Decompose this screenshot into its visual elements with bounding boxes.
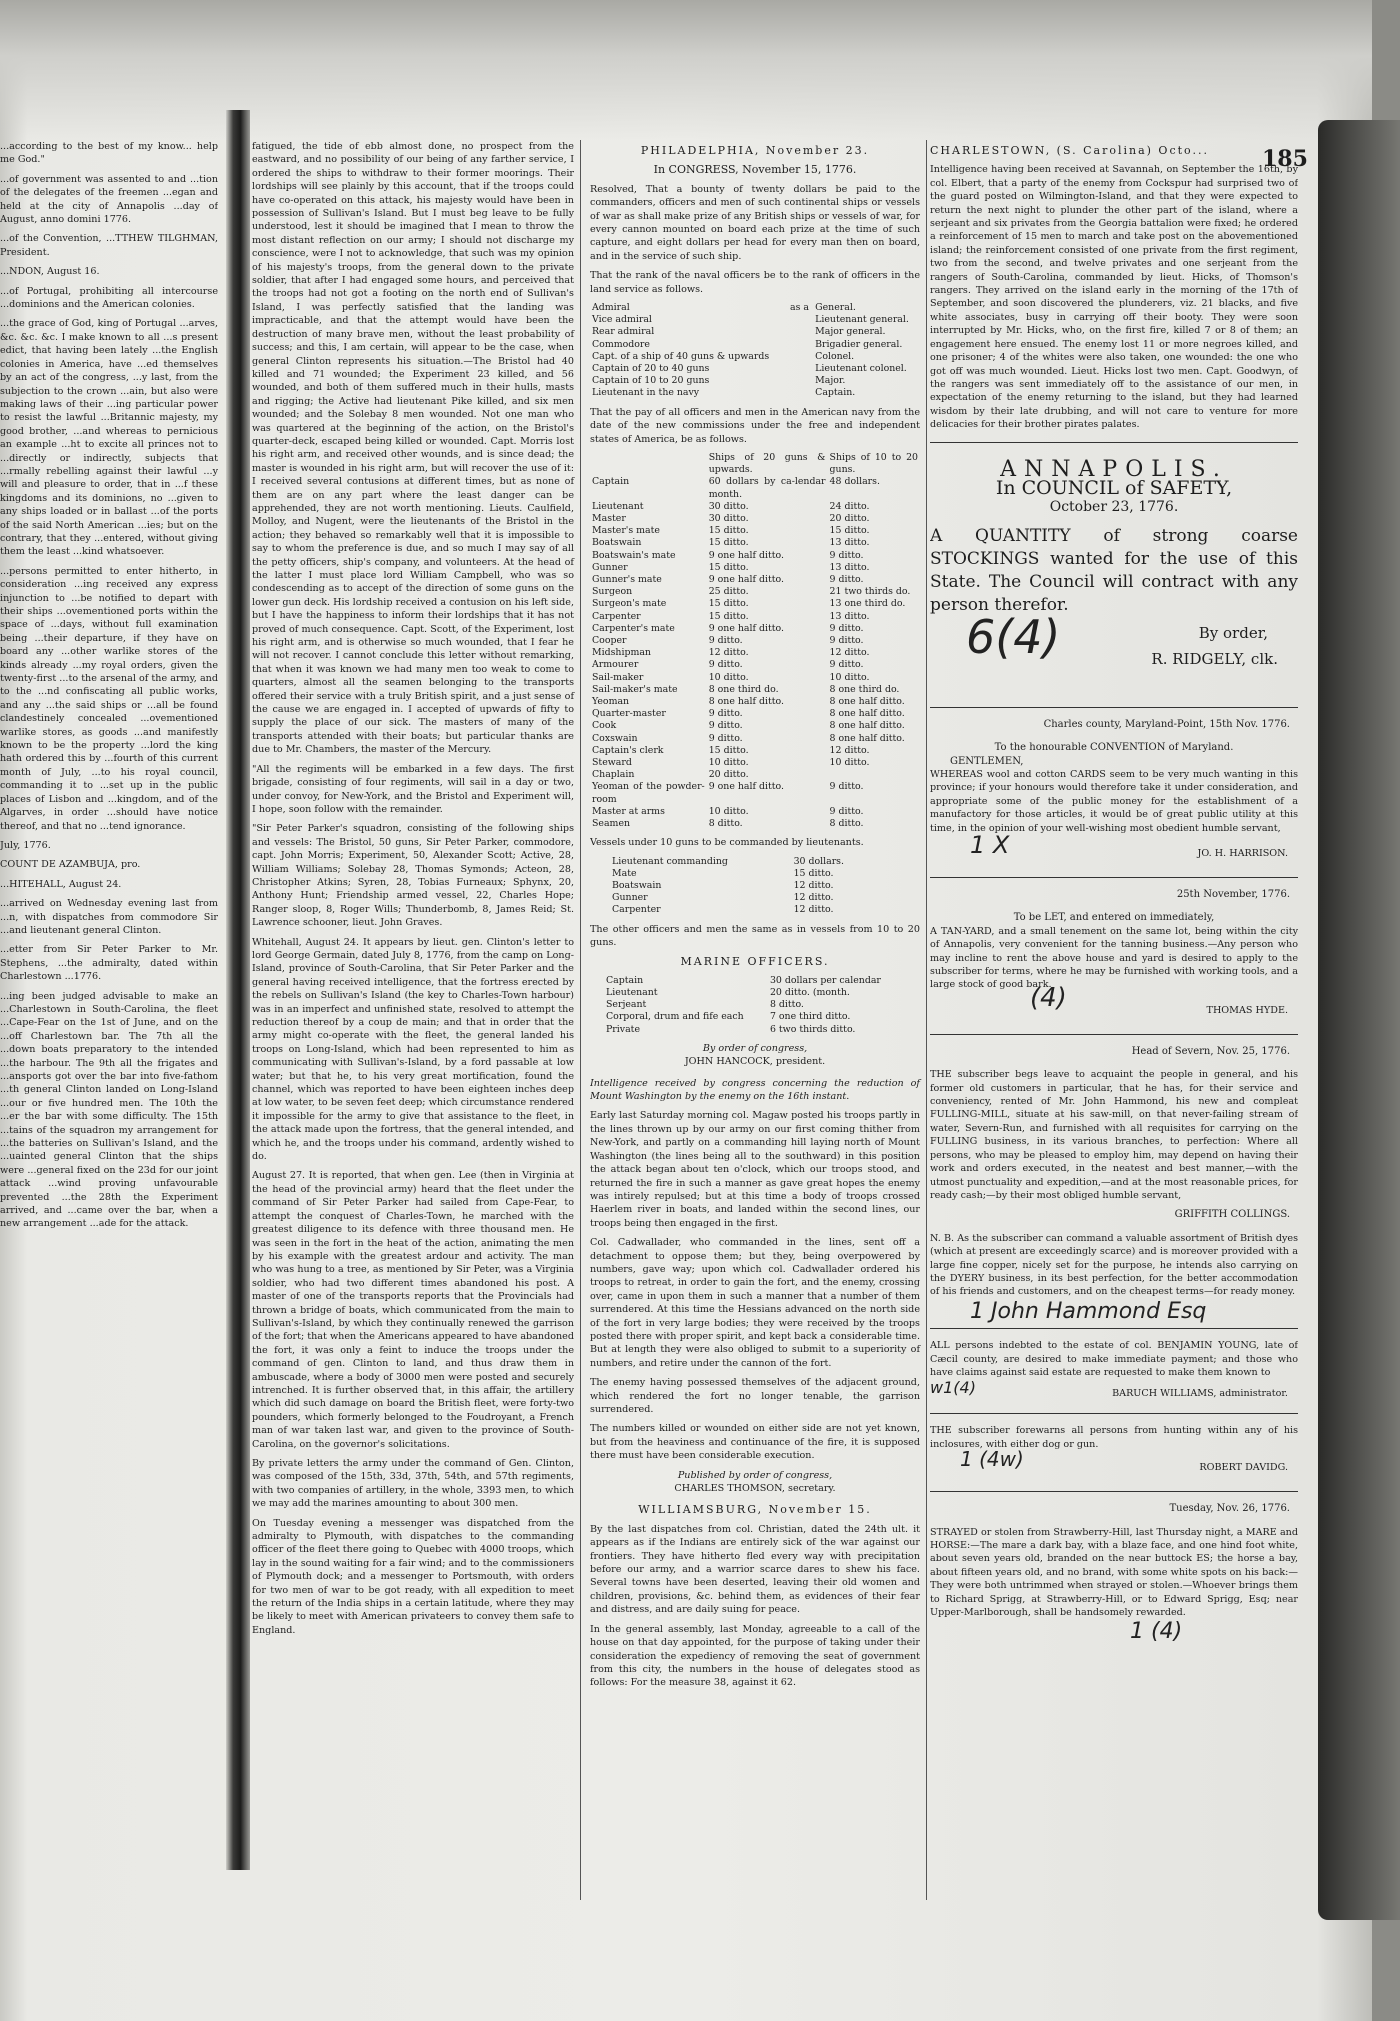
harrison-salutation: GENTLEMEN, (950, 755, 1024, 767)
rank-cell: Colonel. (815, 350, 855, 362)
pay-cell: Yeoman of the powder-room (592, 781, 705, 805)
rank-cell (788, 351, 813, 363)
strayed-body: STRAYED or stolen from Strawberry-Hill, last Thursday night, a MARE and HORSE:—The mare a dark bay, with a blaze face, and one hind foot white, about seven years old, branded on the near buttock ES; the horse a bay, about fifteen years old, and no brand, with some white spots on his back:—They were both untrimmed when strayed or stolen.—Whoever brings them to Richard Sprigg, at Strawberry-Hill, or to Edward Sprigg, Esq; near Upper-Marlborough, shall be handsomely rewarded. (930, 1526, 1298, 1619)
col1-paragraph: COUNT DE AZAMBUJA, pro. (0, 859, 141, 871)
pay-cell: 9 ditto. (708, 732, 743, 744)
small-vessel-row (610, 892, 874, 904)
marine-row-cell: 8 ditto. (769, 999, 804, 1011)
thomson-signature: CHARLES THOMSON, secretary. (674, 1483, 836, 1495)
pay-row (590, 635, 920, 647)
pay-cell: 30 ditto. (708, 512, 749, 524)
hancock-signature: JOHN HANCOCK, president. (684, 1056, 826, 1068)
pay-row (590, 476, 920, 500)
pay-row (590, 806, 920, 818)
marine-row-cell: Lieutenant (606, 987, 658, 999)
intelligence-heading: Intelligence received by congress concerning the reduction of Mount Washington by the enemy on the 16th instant. (590, 1077, 920, 1103)
tanyard-body: A TAN-YARD, and a small tenement on the same lot, being within the city of Annapolis, very convenient for the tanning business.—Any person who may incline to rent the above house and yard is desired to apply to the subscriber for terms, where he may be furnished with working tools, and a large stock of good bark. (930, 925, 1298, 991)
collings-nb: N. B. As the subscriber can command a valuable assortment of British dyes (which at present are exceedingly scarce) and is moreover provided with a large fine copper, nicely set for the purpose, he intends also carrying on the DYERY business, in its best perfection, for the better accommodation of his friends and customers, and on the cheapest terms—for ready money. (930, 1232, 1298, 1298)
pay-cell: 10 ditto. (708, 671, 749, 683)
pay-cell: 12 ditto. (708, 647, 749, 659)
pay-cell: 25 ditto. (708, 586, 749, 598)
col1-paragraph: ...according to the best of my know... help me God." (0, 141, 218, 166)
pay-cell: Surgeon (592, 586, 633, 598)
rank-intro: That the rank of the naval officers be to the rank of officers in the land service as follows. (590, 270, 920, 295)
pay-cell: 15 ditto. (708, 561, 749, 573)
pay-cell: 30 ditto. (708, 500, 749, 512)
stockings-ad: A QUANTITY of strong coarse STOCKINGS wanted for the use of this State. The Council will contract with any person therefor. (930, 525, 1298, 615)
pay-cell: 9 ditto. (829, 805, 864, 817)
pay-cell: Steward (592, 756, 632, 768)
rank-row (590, 314, 920, 326)
published-by-order: Published by order of congress, (677, 1469, 833, 1481)
pay-cell: Chaplain (592, 769, 635, 781)
tanyard-intro: To be LET, and entered on immediately, (1013, 912, 1215, 924)
young-estate-body: ALL persons indebted to the estate of col. BENJAMIN YOUNG, late of Cæcil county, are desired to make immediate payment; and those who have claims against said estate are requested to make them known to (930, 1340, 1298, 1378)
rank-cell: Brigadier general. (815, 338, 903, 350)
rank-row (590, 326, 920, 338)
pay-cell: 21 two thirds do. (829, 586, 911, 598)
page-gutter (226, 110, 250, 1870)
pay-cell: 9 ditto. (829, 659, 864, 671)
pay-row (590, 696, 920, 708)
pay-cell: Armourer (592, 659, 639, 671)
williamsburg-body-2: In the general assembly, last Monday, agreeable to a call of the house on that day appointed, for the purpose of taking under their consideration the expediency of removing the seat of government from this city, the numbers in the house of delegates stood as follows: For the measure 38, against it 62. (590, 1623, 920, 1689)
col2-paragraph: "All the regiments will be embarked in a few days. The first brigade, consisting of four regiments, will sail in a day or two, under convoy, for New-York, and the Bristol and Experiment will, I hope, soon follow with the remainder. (252, 763, 574, 815)
hammond-handwritten-mark: 1 John Hammond Esq (970, 1298, 1207, 1324)
rank-cell: Lieutenant colonel. (815, 363, 907, 375)
pay-cell: Gunner's mate (592, 573, 662, 585)
page-shadow (0, 0, 1372, 140)
pay-cell: 8 one half ditto. (829, 720, 905, 732)
intelligence-body-4: The numbers killed or wounded on either side are not yet known, but from the heaviness and continuance of the fire, it is supposed there must have been considerable execution. (590, 1423, 920, 1462)
pay-cell: 9 ditto. (829, 781, 864, 793)
rank-table (590, 302, 920, 400)
pay-cell (828, 769, 920, 781)
column-2 (252, 140, 581, 1900)
pay-cell: 60 dollars by ca-lendar month. (708, 476, 826, 500)
pay-row (590, 781, 920, 805)
council-date: October 23, 1776. (1049, 499, 1179, 516)
pay-cell: 10 ditto. (829, 756, 870, 768)
pay-cell: Carpenter's mate (592, 622, 675, 634)
pay-cell: 9 ditto. (829, 622, 864, 634)
rank-row (590, 351, 920, 363)
pay-cell: Boatswain (592, 537, 642, 549)
pay-cell: 13 ditto. (829, 561, 870, 573)
pay-cell: 9 ditto. (829, 634, 864, 646)
pay-row (590, 513, 920, 525)
pay-cell: 9 ditto. (829, 549, 864, 561)
strayed-date: Tuesday, Nov. 26, 1776. (1169, 1503, 1290, 1515)
rank-cell: Captain of 20 to 40 guns (592, 363, 710, 375)
pay-header-small: Ships of 10 to 20 guns. (829, 451, 918, 476)
charlestown-body: Intelligence having been received at Savannah, on September the 16th, by col. Elbert, that a party of the enemy from Cockspur had surprised two of the guard posted on Wilmington-Island, and that they were expected to return the next night to plunder the other part of the island, where a serjeant and six privates from the Georgia battalion were fixed; he ordered a reinforcement of 15 men to march and take post on the abovementioned island; the reinforcement consisted of one private from the first regiment, two from the second, and twelve privates and one serjeant from the rangers of South-Carolina, commanded by lieut. Hicks, of Thomson's rangers. They arrived on the island early in the morning of the 17th of September, and soon discovered the plunderers, viz. 21 blacks, and five white associates, busy in carrying off their booty. They were soon interrupted by Mr. Hicks, who, on the first fire, killed 7 or 8 of them; an engagement here ensued. The enemy lost 11 or more negroes killed, and one prisoner; 4 of the whites were also taken, one wounded: the one who got off was much wounded. Lieut. Hicks lost two men. Capt. Goodwyn, of the rangers was sent immediately off to the assistance of our men, in expectation of the enemy returning to the island, but they had learned wisdom by their late drubbing, and will not care to venture for more delicacies for their brother pirates palates. (930, 164, 1298, 431)
pay-cell: 8 one half ditto. (829, 695, 905, 707)
small-vessel-row-cell: 12 ditto. (793, 880, 834, 892)
pay-cell: 48 dollars. (829, 476, 880, 488)
pay-cell: 15 ditto. (708, 598, 749, 610)
col2-paragraph: By private letters the army under the command of Gen. Clinton, was composed of the 15th, 33d, 37th, 54th, and 57th regiments, with two companies of artillery, in the whole, 3393 men, to which we may add the marines amounting to about 300 men. (252, 1458, 574, 1510)
small-vessel-row-cell: Boatswain (612, 880, 662, 892)
pay-cell: 8 one third do. (708, 683, 779, 695)
pay-cell: 9 one half ditto. (708, 622, 784, 634)
column-3 (590, 140, 927, 1900)
col1-paragraph: ...ing been judged advisable to make an ...Charlestown in South-Carolina, the fleet ...Cape-Fear on the 1st of June, and on the ...off Charlestown bar. The 7th all the ...down boats preparatory to the intended ...the harbour. The 9th all the frigates and ...ansports got over the bar into five-fathom ...th general Clinton landed on Long-Island ...our or five hundred men. The 10th the ...er the bar with some difficulty. The 15th ...tains of the squadron my arrangement for ...the batteries on Sullivan's Island, and the ...uainted general Clinton that the ships were ...general fixed on the 23d for our joint attack ...wind proving unfavourable prevented ...the 28th the Experiment arrived, and ...came over the bar, when a new arrangement ...ade for the attack. (0, 990, 218, 1230)
rank-cell (788, 363, 813, 375)
pay-intro: That the pay of all officers and men in the American navy from the date of the new commissions under the free and independent states of America, be as follows. (590, 406, 920, 445)
col1-paragraph: July, 1776. (0, 839, 51, 851)
tanyard-handwritten-mark: (4) (1030, 982, 1067, 1013)
pay-cell: 9 ditto. (708, 708, 743, 720)
rank-cell: as a (790, 302, 809, 314)
congress-heading: In CONGRESS, November 15, 1776. (653, 163, 857, 177)
pay-row (590, 733, 920, 745)
pay-row (590, 757, 920, 769)
divider (930, 707, 1298, 708)
pay-cell: Captain (592, 476, 630, 488)
pay-cell: 9 one half ditto. (708, 549, 784, 561)
col2-paragraph: On Tuesday evening a messenger was dispatched from the admiralty to Plymouth, with dispatches to the commanding officer of the fleet there going to Quebec with 4000 troops, which lay in the sound waiting for a fair wind; and to the commissioners of Plymouth dock; and a messenger to Portsmouth, with orders for two men of war to be got ready, with all expedition to meet the return of the India ships in a certain latitude, where they may be likely to meet with American privateers to convey them safe to England. (252, 1517, 574, 1636)
pay-cell: Cooper (592, 634, 627, 646)
pay-cell: Yeoman (592, 695, 630, 707)
small-vessel-row-cell: 12 ditto. (793, 892, 834, 904)
divider (930, 877, 1298, 878)
pay-cell: Quarter-master (592, 708, 666, 720)
severn-date: Head of Severn, Nov. 25, 1776. (1131, 1045, 1290, 1057)
council-heading: In COUNCIL of SAFETY, (995, 476, 1233, 499)
pay-cell: 9 ditto. (708, 634, 743, 646)
pay-cell: 8 ditto. (708, 818, 743, 829)
rank-cell: Rear admiral (592, 326, 655, 338)
rank-row (590, 363, 920, 375)
rank-cell: Capt. of a ship of 40 guns & upwards (592, 350, 770, 362)
col1-paragraph: ...persons permitted to enter hitherto, in consideration ...ing received any express injunction to ...be notified to depart with their ships ...ovementioned ports within the space of ...days, without full examination being ...their departure, if they have on board any ...other warlike stores of the kinds already ...my royal orders, given the twenty-first ...to the arsenal of the army, and to the ...nd confiscating all public works, and any ...the said ships or ...all be found clandestinely concealed ...ovementioned warlike stores, as goods ...and manifestly known to be the property ...lord the king hath ordered this by ...fourth of this current month of July, ...to his royal council, commanding it to ...set up in the public places of Lisbon and ...kingdom, and of the Algarves, in order ...should have notice thereof, and that no ...tend ignorance. (0, 565, 218, 832)
harrison-address: To the honourable CONVENTION of Maryland. (994, 742, 1234, 754)
pay-row (590, 672, 920, 684)
small-vessel-row (610, 868, 874, 880)
small-vessel-row-cell: Mate (612, 867, 637, 879)
pay-row (590, 501, 920, 513)
small-vessel-row-cell: Gunner (612, 892, 648, 904)
small-vessel-row-cell: 30 dollars. (793, 855, 844, 867)
rank-cell: Commodore (592, 338, 650, 350)
rank-cell: Captain. (815, 387, 856, 399)
marine-row (604, 999, 901, 1011)
divider (930, 1413, 1298, 1414)
col2-paragraph: August 27. It is reported, that when gen. Lee (then in Virginia at the head of the provincial army) heard that the fleet under the command of Sir Peter Parker had sailed from Cape-Fear, to attempt the conquest of Charles-Town, he marched with the greatest diligence to its defence with three thousand men. He was seen in the fort in the heat of the action, animating the men by his example with the greatest ardour and activity. The man who was hung to a tree, as mentioned by Sir Peter, was a Virginia soldier, who had two different times abandoned his post. A master of one of the transports reports that the Provincials had thrown a bridge of boats, which communicated from the main to Sullivan's-Island, by which they continually renewed the garrison of the fort; that when the Americans appeared to have abandoned the fort, it was only a feint to induce the troops under the command of gen. Clinton to land, and thus draw them in ambuscade, where a body of 3000 men were posted and securely intrenched. It is further observed that, in this affair, the artillery which did such damage on board the British fleet, were forty-two pounders, which formerly belonged to the Foudroyant, a French man of war taken last war, and given to the province of South-Carolina, on the governor's solicitations. (252, 1170, 574, 1450)
strayed-handwritten-mark: 1 (4) (1130, 1619, 1183, 1645)
pay-cell: Seamen (592, 818, 631, 829)
marine-row-cell: Corporal, drum and fife each (606, 1011, 744, 1023)
pay-row (590, 574, 920, 586)
rank-cell: General. (815, 302, 856, 314)
pay-cell: 9 ditto. (708, 659, 743, 671)
intelligence-body-2: Col. Cadwallader, who commanded in the lines, sent off a detachment to oppose them; but they, being overpowered by numbers, gave way; upon which col. Cadwallader ordered his troops to retreat, in order to gain the fort, and the enemy, crossing over, came in upon them in such a manner that a number of them surrendered. At this time the Hessians advanced on the north side of the fort in very large bodies; they were received by the troops posted there with proper spirit, and kept back a considerable time. But at length they were also obliged to submit to a superiority of numbers, and retire under the cannon of the fort. (590, 1237, 920, 1369)
marine-row-cell: Serjeant (606, 999, 647, 1011)
pay-cell: Master's mate (592, 525, 660, 537)
rank-cell (788, 326, 813, 338)
williamsburg-body: By the last dispatches from col. Christian, dated the 24th ult. it appears as if the Indians are entirely sick of the war against our frontiers. They have hitherto fled every way with precipitation before our army, and a warrior scarce dares to shew his face. Several towns have been deserted, leaving their old women and children, provisions, &c. behind them, as evidences of their fear and distress, and are daily suing for peace. (590, 1523, 920, 1616)
pay-cell: 10 ditto. (708, 805, 749, 817)
by-order-congress: By order of congress, (702, 1042, 808, 1054)
annapolis-heading: ANNAPOLIS. (1000, 456, 1228, 482)
pay-cell: 12 ditto. (829, 647, 870, 659)
marine-row-cell: Private (606, 1023, 640, 1035)
pay-cell: Carpenter (592, 610, 641, 622)
ridgely-signature: R. RIDGELY, clk. (1151, 649, 1278, 668)
pay-cell: Boatswain's mate (592, 549, 676, 561)
harrison-place-date: Charles county, Maryland-Point, 15th Nov. 1776. (1043, 718, 1290, 730)
marine-row (604, 1011, 901, 1023)
pay-cell: Cook (592, 720, 617, 732)
williams-handwritten-mark: w1(4) (930, 1378, 976, 1398)
pay-cell: 10 ditto. (829, 671, 870, 683)
small-vessel-row (610, 904, 874, 916)
marine-row-cell: 7 one third ditto. (769, 1011, 851, 1023)
divider (930, 1034, 1298, 1035)
rank-cell: Lieutenant general. (815, 314, 909, 326)
davidg-handwritten-mark: 1 (4w) (960, 1447, 1024, 1472)
pay-cell: 13 ditto. (829, 537, 870, 549)
pay-cell: 9 one half ditto. (708, 573, 784, 585)
pay-row (590, 562, 920, 574)
pay-row (590, 659, 920, 671)
rank-cell: Lieutenant in the navy (592, 387, 700, 399)
pay-cell: 15 ditto. (708, 610, 749, 622)
pay-row (590, 525, 920, 537)
rank-cell (788, 339, 813, 351)
marine-row-cell: 20 ditto. (month. (769, 987, 850, 999)
rank-row (590, 387, 920, 399)
col2-paragraph: "Sir Peter Parker's squadron, consisting of the following ships and vessels: The Bristol, 50 guns, Sir Peter Parker, commodore, capt. John Morris; Experiment, 50, Alexander Scott; Active, 28, William Williams; Solebay 28, Thomas Symonds; Acteon, 28, Christopher Atkins; Syren, 28, Tobias Furneaux; Sphynx, 20, Anthony Hunt; Friendship armed vessel, 22, Charles Hope; Ranger sloop, 8, Roger Wills; Thunderbomb, 8, James Reid; St. Lawrence schooner, lieut. John Graves. (252, 823, 574, 929)
marine-row-cell: 6 two thirds ditto. (769, 1023, 856, 1035)
small-vessel-row-cell: Lieutenant commanding (612, 855, 728, 867)
pay-cell: Sail-maker's mate (592, 683, 678, 695)
divider (930, 442, 1298, 443)
hyde-signature: THOMAS HYDE. (1206, 1004, 1288, 1016)
pay-cell: 24 ditto. (829, 500, 870, 512)
small-vessel-table (610, 856, 874, 917)
philadelphia-dateline: PHILADELPHIA, November 23. (640, 144, 870, 157)
marine-row (604, 987, 901, 999)
rank-row (590, 339, 920, 351)
pay-row (590, 598, 920, 610)
pay-table (590, 452, 920, 830)
small-vessel-row-cell: 15 ditto. (793, 867, 834, 879)
rank-cell (788, 375, 813, 387)
pay-cell: Captain's clerk (592, 744, 664, 756)
marine-heading: MARINE OFFICERS. (680, 955, 830, 969)
williams-signature: BARUCH WILLIAMS, administrator. (1112, 1388, 1288, 1400)
column-4 (930, 140, 1298, 1900)
pay-cell: Coxswain (592, 732, 638, 744)
harrison-handwritten-mark: 1 X (970, 831, 1010, 859)
marine-row (604, 975, 901, 987)
collings-signature: GRIFFITH COLLINGS. (1174, 1209, 1290, 1221)
small-vessel-row-cell: Carpenter (612, 904, 661, 916)
pay-cell: Master at arms (592, 805, 665, 817)
pay-cell: Midshipman (592, 647, 651, 659)
pay-row (590, 550, 920, 562)
intelligence-body: Early last Saturday morning col. Magaw posted his troops partly in the lines thrown up by our army on our first coming thither from New-York, and partly on a commanding hill laying north of Mount Washington (the lines being all to the southward) in this position the attack began about ten o'clock, which our troops stood, and returned the fire in such a manner as gave great hopes the enemy was intirely repulsed; but at this time a body of troops crossed Haerlem river in boats, and landed within the second lines, our troops being then engaged in the first. (590, 1110, 920, 1229)
pay-cell: Gunner (592, 561, 628, 573)
pay-cell: 15 ditto. (708, 744, 749, 756)
pay-cell: 9 ditto. (708, 720, 743, 732)
pay-cell: Lieutenant (592, 500, 644, 512)
pay-cell: 15 ditto. (708, 525, 749, 537)
davidg-body: THE subscriber forewarns all persons from hunting within any of his inclosures, with either dog or gun. (930, 1425, 1298, 1450)
column-1 (0, 140, 218, 1900)
pay-row (590, 586, 920, 598)
col1-paragraph: ...of Portugal, prohibiting all intercourse ...dominions and the American colonies. (0, 285, 218, 311)
pay-cell: 12 ditto. (829, 744, 870, 756)
col2-paragraph: Whitehall, August 24. It appears by lieut. gen. Clinton's letter to lord George Germain, dated July 8, 1776, from the camp on Long-Island, province of South-Carolina, that Sir Peter Parker and the general having received intelligence, that the fortress erected by the rebels on Sullivan's Island (the key to Charles-Town harbour) was in an imperfect and unfinished state, resolved to attempt the reduction thereof by a coup de main; and that in order that the army might co-operate with the fleet, the general landed his troops on Long-Island, which had been represented to him as communicating with Sullivan's-Island, by a ford passable at low water; but that he, to his very great mortification, found the channel, which was reported to have been eighteen inches deep at low water, to be seven feet deep; which circumstance rendered it impossible for the army to give that assistance to the fleet, in the attack made upon the fortress, that the general intended, and which he, and the troops under his command, ardently wished to do. (252, 936, 574, 1163)
rank-cell: Captain of 10 to 20 guns (592, 375, 710, 387)
ridgely-handwritten-mark: 6(4) (966, 609, 1061, 664)
pay-row (590, 537, 920, 549)
pay-row (590, 647, 920, 659)
rank-cell: Major. (815, 375, 846, 387)
col1-paragraph: ...arrived on Wednesday evening last from ...n, with dispatches from commodore Sir ...and lieutenant general Clinton. (0, 898, 218, 936)
harrison-body: WHEREAS wool and cotton CARDS seem to be very much wanting in this province; if your honours would therefore take it under consideration, and appropriate some of the public money for the establishment of a manufactory for those articles, it would be of great public utility at this time, in the opinion of your well-wishing most obedient humble servant, (930, 768, 1298, 834)
bounty-resolution: Resolved, That a bounty of twenty dollars be paid to the commanders, officers and men of such continental ships or vessels of war as shall make prize of any British ships or vessels of war, for every cannon mounted on board each prize at the time of such capture, and eight dollars per head for every man then on board, and in the service of such ship. (590, 183, 920, 262)
rank-cell: Vice admiral (592, 314, 652, 326)
pay-row (590, 745, 920, 757)
pay-cell: 8 one half ditto. (708, 695, 784, 707)
marine-row (604, 1024, 901, 1036)
other-officers-note: The other officers and men the same as in vessels from 10 to 20 guns. (590, 923, 920, 949)
pay-cell: 20 ditto. (708, 769, 749, 781)
pay-cell: Master (592, 512, 626, 524)
by-order-label: By order, (1198, 623, 1268, 642)
pay-row (590, 769, 920, 781)
pay-cell: 9 ditto. (829, 573, 864, 585)
divider (930, 1328, 1298, 1329)
pay-row (590, 818, 920, 830)
rank-row (590, 302, 920, 314)
tanyard-date: 25th November, 1776. (1176, 889, 1290, 900)
pay-row (590, 623, 920, 635)
marine-row-cell: Captain (606, 974, 644, 986)
pay-cell: 13 one third do. (829, 598, 906, 610)
pay-cell: 10 ditto. (708, 756, 749, 768)
pay-row (590, 708, 920, 720)
harrison-signature: JO. H. HARRISON. (1197, 848, 1288, 859)
pay-row (590, 611, 920, 623)
williamsburg-dateline: WILLIAMSBURG, November 15. (638, 1503, 872, 1517)
vessels-intro: Vessels under 10 guns to be commanded by lieutenants. (590, 837, 864, 849)
col1-paragraph: ...NDON, August 16. (0, 266, 100, 278)
pay-cell: 8 ditto. (829, 818, 864, 829)
pay-cell: 9 one half ditto. (708, 781, 784, 793)
small-vessel-row (610, 880, 874, 892)
pay-cell: Sail-maker (592, 671, 644, 683)
col2-paragraph: fatigued, the tide of ebb almost done, no prospect from the eastward, and no possibility of our being of any farther service, I ordered the ships to withdraw to their former moorings. Their lordships will see plainly by this account, that if the troops could have co-operated on this attack, his majesty would have been in possession of Sullivan's Island. But I must beg leave to be fully understood, lest it should be imagined that I mean to throw the most distant reflection on our army; I should not discharge my conscience, were I not to acknowledge, that such was my opinion of his majesty's troops, from the general down to the private soldier, that after I had engaged some hours, and perceived that the troops had not got a footing on the north end of Sullivan's Island, I was perfectly satisfied that the landing was impracticable, and that the attempt would have been the destruction of many brave men, without the least probability of success; and this, I am certain, will appear to be the case, when general Clinton represents his situation.—The Bristol had 40 killed and 71 wounded; the Experiment 23 killed, and 56 wounded, and both of them suffered much in their hulls, masts and rigging; the Active had lieutenant Pike killed, and six men wounded; and the Solebay 8 men wounded. Not one man who was quartered at the beginning of the action, on the Bristol's quarter-deck, escaped being killed or wounded. Capt. Morris lost his right arm, and received other wounds, and is since dead; the master is wounded in his right arm, but will recover the use of it: I received several contusions at different times, but as none of them are on any part where the least danger can be apprehended, they are not worth mentioning. Lieuts. Caulfield, Molloy, and Nugent, were the lieutenants of the Bristol in the action; they behaved so remarkably well that it is impossible to say to whom the preference is due, and so much I may say of all the petty officers, ship's company, and volunteers. At the head of the latter I must place lord William Campbell, who was so condescending as to accept of the direction of some guns on the lower gun deck. His lordship received a contusion on his left side, but I have the happiness to inform their lordships that it has not proved of much consequence. Capt. Scott, of the Experiment, lost his right arm, and is otherwise so much wounded, that I fear he will not recover. I cannot conclude this letter without remarking, that when it was known we had many men too weak to come to quarters, almost all the seamen belonging to the transports offered their service with a truly British spirit, and a just sense of the cause we are engaged in. I accepted of upwards of fifty to supply the place of our sick. The masters of many of the transports attended with their boats; but particular thanks are due to Mr. Chambers, the master of the Mercury. (252, 141, 574, 756)
col1-paragraph: ...of government was assented to and ...tion of the delegates of the freemen ...egan and held at the city of Annapolis ...day of August, anno domini 1776. (0, 173, 218, 226)
col1-paragraph: ...of the Convention, ...TTHEW TILGHMAN, President. (0, 233, 218, 258)
severn-body: THE subscriber begs leave to acquaint the people in general, and his former old customers in particular, that he has, for their service and conveniency, rented of Mr. John Hammond, his new and compleat FULLING-MILL, situate at his saw-mill, on that never-failing stream of water, Severn-Run, and furnished with all requisites for carrying on the FULLING business, in its various branches, to perfection: Where all persons, who may be pleased to employ him, may depend on having their work and orders executed, in the neatest and best manner,—with the utmost punctuality and expedition,—and at the most reasonable prices, for ready cash;—by their most obliged humble servant, (930, 1069, 1298, 1201)
pay-cell: 13 ditto. (829, 610, 870, 622)
intelligence-body-3: The enemy having possessed themselves of the adjacent ground, which rendered the fort no longer tenable, the garrison surrendered. (590, 1377, 920, 1416)
col1-paragraph: ...etter from Sir Peter Parker to Mr. Stephens, ...the admiralty, dated within Charlestown ...1776. (0, 944, 218, 983)
col1-paragraph: ...the grace of God, king of Portugal ...arves, &c. &c. &c. I make known to all ...s present edict, that having been lately ...the English colonies in America, have ...ed themselves by an act of the congress, ...y last, from the subjection to the crown ...ain, but also were making laws of their ...ing particular power to resist the lawful ...Britannic majesty, my good brother, ...and whereas to pernicious an example ...ht to excite all princes not to ...directly or indirectly, subjects that ...rmally rebelling against their lawful ...y will and pleasure to order, that in ...f these kingdoms and its dominions, no ...given to any ships loaded or in ballast ...of the ports of the said North American ...ies; but on the contrary, that they ...entered, without giving them the least ...kind whatsoever. (0, 318, 218, 558)
charlestown-dateline: CHARLESTOWN, (S. Carolina) Octo... (930, 144, 1209, 157)
divider (930, 1491, 1298, 1492)
pay-cell: 20 ditto. (829, 512, 870, 524)
page-number: 185 (1262, 146, 1308, 172)
rank-cell: Major general. (815, 326, 886, 338)
small-vessel-row-cell: 12 ditto. (793, 904, 834, 916)
davidg-signature: ROBERT DAVIDG. (1199, 1462, 1288, 1474)
rank-cell (788, 314, 813, 326)
rank-cell: Admiral (592, 302, 630, 314)
marine-table (604, 975, 901, 1036)
small-vessel-row (610, 856, 874, 868)
book-spine (1318, 120, 1400, 1920)
pay-cell: 8 one third do. (829, 683, 900, 695)
pay-cell: 8 one half ditto. (829, 708, 905, 720)
pay-row (590, 684, 920, 696)
pay-cell: 15 ditto. (708, 537, 749, 549)
pay-cell: Surgeon's mate (592, 598, 667, 610)
pay-cell: 15 ditto. (829, 525, 870, 537)
rank-cell (788, 387, 813, 399)
rank-row (590, 375, 920, 387)
col1-paragraph: ...HITEHALL, August 24. (0, 878, 122, 890)
pay-cell: 8 one half ditto. (829, 732, 905, 744)
pay-header-large: Ships of 20 guns & upwards. (708, 451, 826, 476)
pay-row (590, 720, 920, 732)
marine-row-cell: 30 dollars per calendar (769, 974, 881, 986)
